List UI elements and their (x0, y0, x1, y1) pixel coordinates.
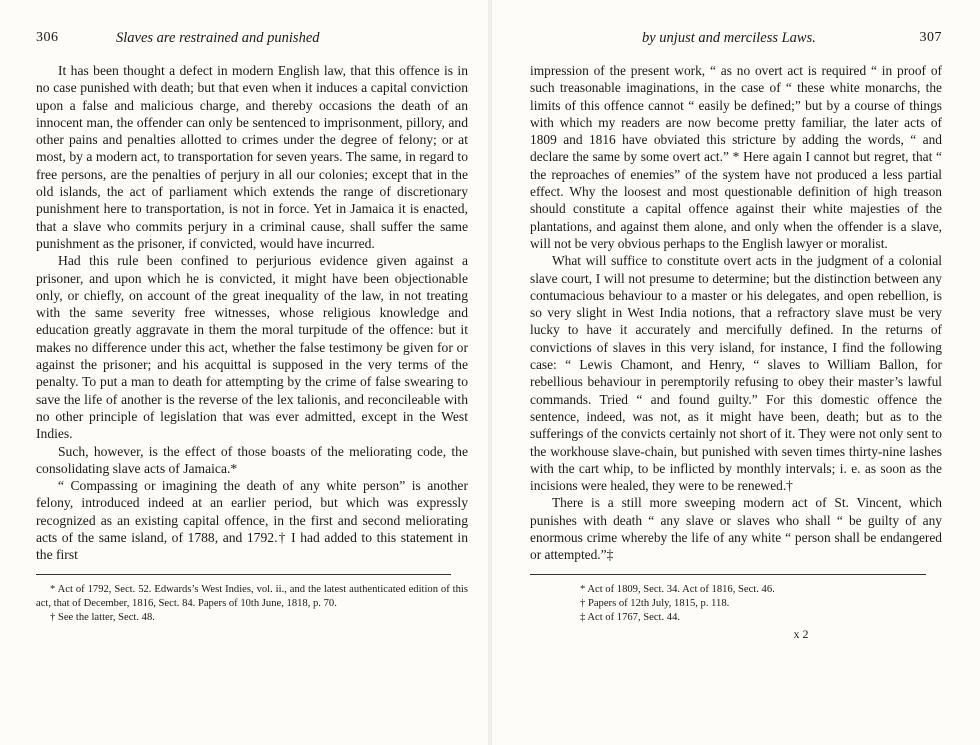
footnote: * Act of 1792, Sect. 52. Edwards’s West Indies, vol. ii., and the latest authenticated edition of this act, that of December, 1816, Sect. 84. Papers of 10th June, 1818, p. 70. (36, 583, 468, 609)
footnote-rule (36, 574, 451, 575)
right-page-body (530, 62, 942, 564)
signature-mark: x 2 (793, 626, 809, 641)
left-running-head (36, 30, 468, 50)
right-running-title: by unjust and merciless Laws. (642, 30, 816, 46)
right-page-number: 307 (919, 30, 942, 45)
left-footnotes (36, 583, 468, 625)
footnote: † See the latter, Sect. 48. (50, 611, 155, 623)
right-page (490, 0, 980, 745)
left-page-body (36, 62, 468, 564)
paragraph: What will suffice to constitute overt acts in the judgment of a colonial slave court, I will not presume to determine; but the distinction between any contumacious behaviour to a master or his delegates, and open rebellion, is so very slight in West India notions, that a refractory slave must be very lucky to have it accurately and mercifully defined. In the returns of convictions of slaves in this very island, for instance, I find the following case: “ Lewis Chamont, and Henry, “ slaves to William Ballon, for rebellious behaviour in peremptorily refusing to obey their master’s lawful commands. Tried “ and found guilty.” For this domestic offence the sentence, indeed, was not, as it might have been, death; but as to the sufferings of the convicts certainly not short of it. They were not only sent to the workhouse slave-chain, but punished with seven times thirty-nine lashes with the cart whip, to be inflicted by monthly intervals; i. e. as soon as the incisions were healed, they were to be renewed.† (530, 253, 942, 494)
right-running-head (530, 30, 942, 50)
footnote: † Papers of 12th July, 1815, p. 118. (580, 597, 730, 609)
left-running-title: Slaves are restrained and punished (116, 30, 320, 46)
footnote-rule (530, 574, 926, 575)
left-page-number: 306 (36, 30, 59, 45)
paragraph: There is a still more sweeping modern act of St. Vincent, which punishes with death “ any slave or slaves who shall “ be guilty of any enormous crime whereby the life of any white “ person shall be endangered or attempted.”‡ (530, 495, 942, 563)
paragraph: impression of the present work, “ as no overt act is required “ in proof of such treasonable imaginations, in the case of “ these white monarchs, the limits of this offence cannot “ easily be defined;” but by a course of things with which my readers are now become pretty familiar, the later acts of 1809 and 1816 have obviated this stricture by adding the words, “ and declare the same by some overt act.” * Here again I cannot but regret, that “ the reproaches of enemies” of the system have not produced a less partial effect. Why the loosest and most questionable definition of high treason should constitute a capital offence against their white majesties of the plantations, and against them alone, and only when the offender is a slave, will not be very obvious perhaps to the English lawyer or moralist. (530, 63, 942, 251)
footnote: ‡ Act of 1767, Sect. 44. (580, 611, 681, 623)
paragraph: Such, however, is the effect of those boasts of the meliorating code, the consolidating slave acts of Jamaica.* (36, 443, 468, 476)
paragraph: “ Compassing or imagining the death of any white person” is another felony, introduced indeed at an earlier period, but which was expressly recognized as an existing capital offence, in the first and second meliorating acts of the same island, of 1788, and 1792.† I had added to this statement in the first (36, 478, 468, 563)
paragraph: Had this rule been confined to perjurious evidence given against a prisoner, and upon which he is convicted, it might have been objectionable only, or chiefly, on account of the great inequality of the law, in not treating with the same severity free witnesses, whose religious knowledge and education greatly aggravate in them the moral turpitude of the offence: but it makes no difference under this act, whether the false testimony be given for or against the prisoner; and his acquittal is supposed in the very terms of the penalty. To put a man to death for attempting by the crime of false swearing to save the life of another is the reverse of the lex talionis, and reconcileable with no other principle of legislation that was ever admitted, except in the West Indies. (36, 253, 468, 442)
footnote: * Act of 1809, Sect. 34. Act of 1816, Sect. 46. (580, 583, 775, 595)
right-footnotes (530, 583, 942, 625)
paragraph: It has been thought a defect in modern English law, that this offence is in no case punished with death; but that even when it induces a capital conviction upon a false and malicious charge, and thereby occasions the death of an innocent man, the offender can only be sentenced to imprisonment, pillory, and other pains and penalties allotted to crimes under the degree of felony; or at most, by a modern act, to transportation for seven years. The same, in regard to free persons, are the penalties of perjury in all our colonies; except that in the old islands, the act of parliament which extends the range of discretionary punishment here to transportation, is not in force. Yet in Jamaica it is enacted, that a slave who commits perjury in a criminal cause, shall suffer the same punishment as the prisoner, if convicted, would have incurred. (36, 63, 468, 251)
